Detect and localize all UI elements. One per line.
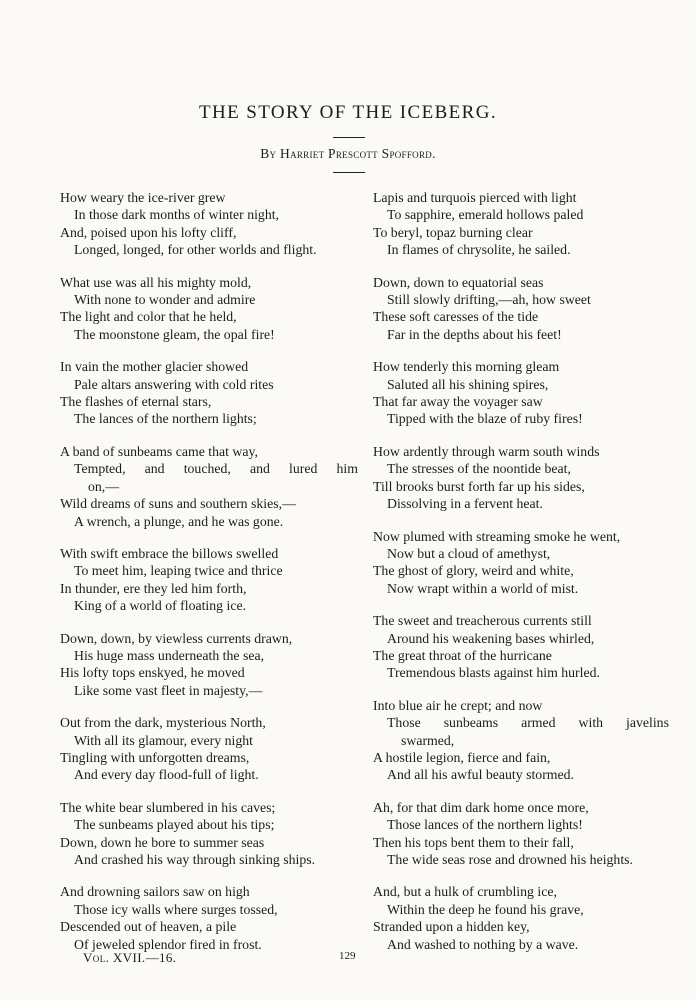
- poem-line: And, poised upon his lofty cliff,: [60, 224, 237, 240]
- poem-line: The wide seas rose and drowned his heights.: [387, 852, 633, 867]
- poem-line: Down, down he bore to summer seas: [60, 834, 265, 850]
- poem-line: The white bear slumbered in his caves;: [60, 799, 276, 815]
- poem-line: The great throat of the hurricane: [373, 647, 552, 663]
- poem-line: A hostile legion, fierce and fain,: [373, 749, 551, 765]
- page-title: THE STORY OF THE ICEBERG.: [198, 102, 498, 123]
- poem-line: Out from the dark, mysterious North,: [60, 715, 266, 731]
- stanza: [60, 630, 358, 700]
- poem-line: Tipped with the blaze of ruby fires!: [387, 411, 583, 427]
- poem-line: on,—: [88, 478, 120, 494]
- poem-line: Far in the depths about his feet!: [387, 326, 562, 342]
- poem-line: Till brooks burst forth far up his sides,: [373, 478, 585, 494]
- poem-line: Saluted all his shining spires,: [387, 376, 549, 392]
- byline: By Harriet Prescott Spofford.: [260, 146, 436, 161]
- poem-line: What use was all his mighty mold,: [60, 274, 252, 290]
- poem-line: In those dark months of winter night,: [74, 207, 280, 223]
- poem-line: The stresses of the noontide beat,: [387, 461, 571, 477]
- poem-line: The flashes of eternal stars,: [60, 394, 212, 410]
- poem-line: And drowning sailors saw on high: [60, 884, 250, 900]
- stanza: [373, 697, 669, 784]
- poem-line: King of a world of floating ice.: [74, 598, 247, 614]
- poem-line: A band of sunbeams came that way,: [60, 443, 258, 459]
- poem-line: Stranded upon a hidden key,: [373, 919, 530, 935]
- poem-line: The sunbeams played about his tips;: [74, 817, 275, 833]
- stanza: [60, 443, 358, 530]
- stanza: [373, 612, 669, 682]
- stanza: [373, 443, 669, 513]
- poem-column-right: [373, 189, 669, 968]
- poem-line: To beryl, topaz burning clear: [373, 224, 533, 240]
- stanza: [373, 358, 669, 428]
- poem-line: Descended out of heaven, a pile: [60, 919, 237, 935]
- poem-line: A wrench, a plunge, and he was gone.: [74, 513, 284, 529]
- stanza: [373, 799, 669, 869]
- poem-line: The sweet and treacherous currents still: [373, 613, 592, 629]
- stanza: [60, 799, 358, 869]
- stanza: [60, 883, 358, 953]
- poem-line: These soft caresses of the tide: [373, 309, 539, 325]
- stanza: [60, 545, 358, 615]
- poem-line: Ah, for that dim dark home once more,: [373, 799, 589, 815]
- poem-line: Down, down to equatorial seas: [373, 274, 544, 290]
- title-rule: [333, 137, 365, 138]
- poem-line: Lapis and turquois pierced with light: [373, 190, 577, 205]
- poem-line: Now wrapt within a world of mist.: [387, 580, 579, 596]
- stanza: [373, 883, 669, 953]
- poem-line: The moonstone gleam, the opal fire!: [74, 326, 275, 342]
- poem-line: With swift embrace the billows swelled: [60, 545, 279, 561]
- stanza: [373, 274, 669, 344]
- poem-line: And every day flood-full of light.: [74, 767, 259, 783]
- stanza: [60, 714, 358, 784]
- poem-line: Longed, longed, for other worlds and flight.: [74, 242, 317, 258]
- poem-line: In vain the mother glacier showed: [60, 359, 249, 375]
- poem-line: Dissolving in a fervent heat.: [387, 496, 543, 512]
- poem-line: In flames of chrysolite, he sailed.: [387, 242, 571, 258]
- poem-line: With none to wonder and admire: [74, 292, 256, 308]
- poem-line: Tingling with unforgotten dreams,: [60, 749, 250, 765]
- byline-rule: [333, 172, 365, 173]
- volume-label: Vol. XVII.—16.: [83, 950, 177, 965]
- poem-line: How tenderly this morning gleam: [373, 359, 560, 375]
- poem-line: The light and color that he held,: [60, 309, 237, 325]
- poem-line: Within the deep he found his grave,: [387, 901, 584, 917]
- stanza: [60, 358, 358, 428]
- poem-line: Tremendous blasts against him hurled.: [387, 665, 600, 681]
- poem-line: Now but a cloud of amethyst,: [387, 545, 551, 561]
- poem-line: The lances of the northern lights;: [74, 411, 257, 427]
- poem-line: Around his weakening bases whirled,: [387, 630, 595, 646]
- poem-line: Wild dreams of suns and southern skies,—: [60, 496, 296, 512]
- poem-line: Down, down, by viewless currents drawn,: [60, 630, 293, 646]
- poem-line: Of jeweled splendor fired in frost.: [74, 936, 262, 952]
- stanza: [373, 189, 669, 259]
- poem-line: How ardently through warm south winds: [373, 443, 600, 459]
- poem-line: And, but a hulk of crumbling ice,: [373, 884, 557, 900]
- stanza: [60, 189, 358, 259]
- poem-line: With all its glamour, every night: [74, 732, 253, 748]
- poem-line: His lofty tops enskyed, he moved: [60, 665, 245, 681]
- poem-line: Tempted, and touched, and lured him: [74, 461, 358, 477]
- poem-line: How weary the ice-river grew: [60, 190, 226, 205]
- poem-column-left: [60, 189, 358, 968]
- poem-line: Then his tops bent them to their fall,: [373, 834, 574, 850]
- poem-line: Like some vast fleet in majesty,—: [74, 682, 263, 698]
- poem-line: That far away the voyager saw: [373, 394, 543, 410]
- poem-line: His huge mass underneath the sea,: [74, 647, 265, 663]
- poem-line: To meet him, leaping twice and thrice: [74, 563, 283, 579]
- stanza: [60, 274, 358, 344]
- poem-line: Those lances of the northern lights!: [387, 817, 583, 833]
- poem-line: And washed to nothing by a wave.: [387, 936, 579, 952]
- poem-line: Pale altars answering with cold rites: [74, 376, 274, 392]
- poem-line: Now plumed with streaming smoke he went,: [373, 528, 621, 544]
- poem-line: swarmed,: [401, 732, 455, 748]
- poem-line: Into blue air he crept; and now: [373, 697, 543, 713]
- poem-line: The ghost of glory, weird and white,: [373, 563, 574, 579]
- poem-line: And all his awful beauty stormed.: [387, 767, 574, 783]
- stanza: [373, 528, 669, 598]
- poem-line: Those sunbeams armed with javelins: [387, 715, 669, 731]
- poem-line: To sapphire, emerald hollows paled: [387, 207, 584, 223]
- poem-line: Those icy walls where surges tossed,: [74, 901, 278, 917]
- poem-line: In thunder, ere they led him forth,: [60, 580, 247, 596]
- poem-line: Still slowly drifting,—ah, how sweet: [387, 292, 591, 308]
- poem-line: And crashed his way through sinking ships.: [74, 852, 316, 867]
- page-number: 129: [339, 950, 356, 962]
